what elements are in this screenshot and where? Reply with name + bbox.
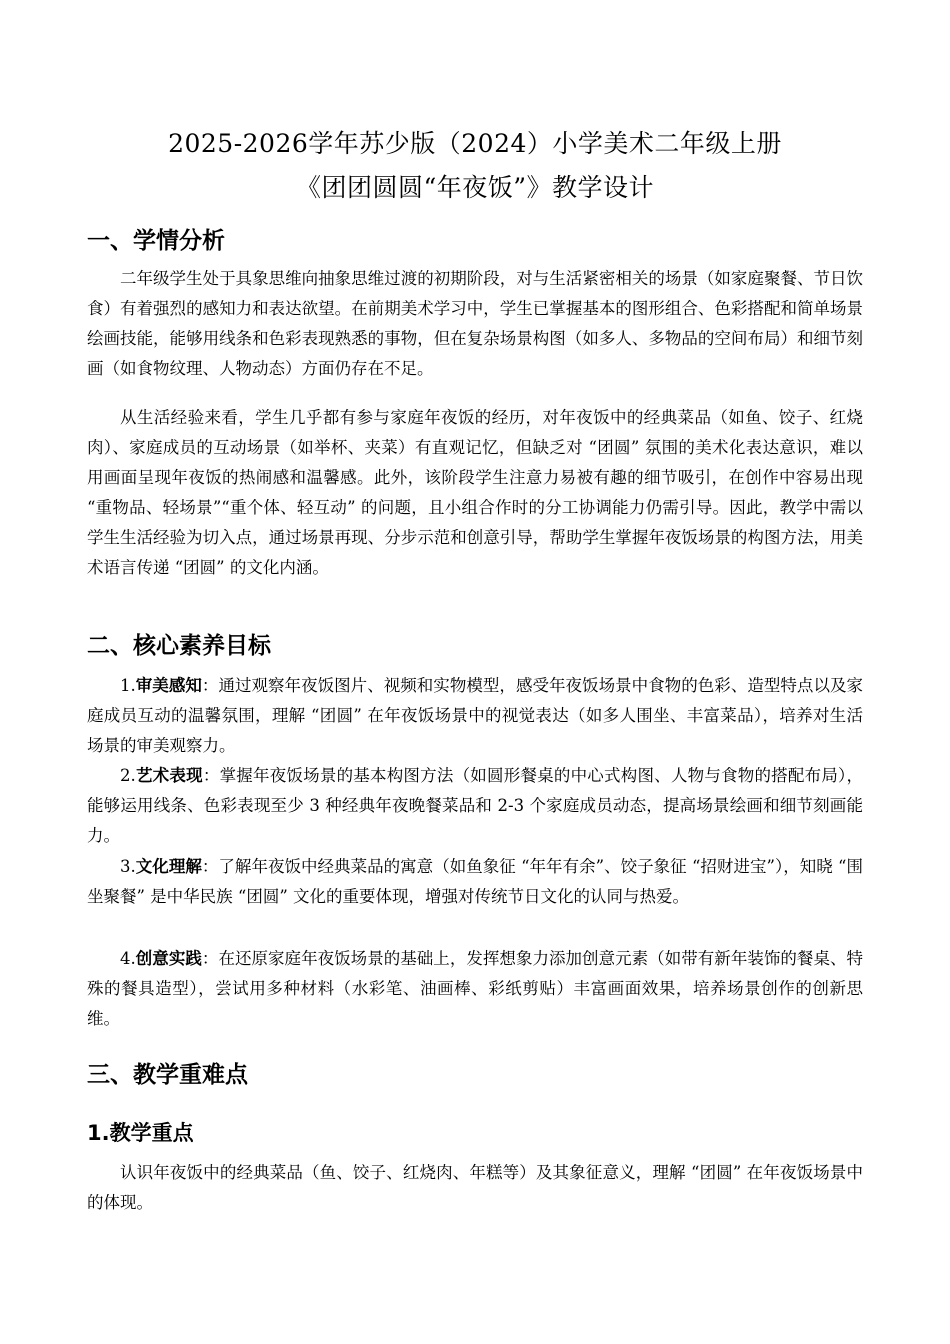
goal-item-label: 艺术表现 bbox=[135, 766, 203, 785]
goal-item-4 bbox=[87, 944, 863, 1034]
learning-analysis-paragraph-1: 二年级学生处于具象思维向抽象思维过渡的初期阶段，对与生活紧密相关的场景（如家庭聚餐、节日饮食）有着强烈的感知力和表达欲望。在前期美术学习中，学生已掌握基本的图形组合、色彩搭配和简单场景绘画技能，能够用线条和色彩表现熟悉的事物，但在复杂场景构图（如多人、多物品的空间布局）和细节刻画（如食物纹理、人物动态）方面仍存在不足。 bbox=[87, 269, 863, 378]
goal-item-separator: ： bbox=[201, 676, 219, 695]
goal-item-label: 文化理解 bbox=[135, 857, 202, 876]
goal-item-number: 4. bbox=[120, 949, 136, 968]
goal-item-separator: ： bbox=[201, 949, 219, 968]
goal-item-label: 审美感知 bbox=[135, 676, 202, 695]
goal-item-separator: ： bbox=[202, 766, 220, 785]
goal-item-number: 3. bbox=[120, 857, 136, 876]
goal-item-number: 1. bbox=[120, 676, 136, 695]
learning-analysis-paragraph-2: 从生活经验来看，学生几乎都有参与家庭年夜饭的经历，对年夜饭中的经典菜品（如鱼、饺子、红烧肉）、家庭成员的互动场景（如举杯、夹菜）有直观记忆，但缺乏对 “团圆” 氛围的美术化表达意识，难以用画面呈现年夜饭的热闹感和温馨感。此外，该阶段学生注意力易被有趣的细节吸引，在创作中容易出现 “重物品、轻场景”“重个体、轻互动” 的问题，且小组合作时的分工协调能力仍需引导。因此，教学中需以学生生活经验为切入点，通过场景再现、分步示范和创意引导，帮助学生掌握年夜饭场景的构图方法，用美术语言传递 “团圆” 的文化内涵。 bbox=[87, 408, 863, 577]
goal-item-text: 在还原家庭年夜饭场景的基础上，发挥想象力添加创意元素（如带有新年装饰的餐桌、特殊的餐具造型），尝试用多种材料（水彩笔、油画棒、彩纸剪贴）丰富画面效果，培养场景创作的创新思维。 bbox=[87, 949, 864, 1028]
document-title-line-2: 《团团圆圆“年夜饭”》教学设计 bbox=[295, 173, 655, 202]
section-heading-key-points: 三、教学重难点 bbox=[87, 1062, 248, 1088]
section-heading-learning-analysis: 一、学情分析 bbox=[87, 228, 225, 254]
goal-item-1 bbox=[87, 671, 863, 761]
document-title-line-1: 2025-2026学年苏少版（2024）小学美术二年级上册 bbox=[168, 129, 782, 158]
goal-item-label: 创意实践 bbox=[135, 949, 202, 968]
subsection-heading-teaching-focus: 1.教学重点 bbox=[87, 1121, 194, 1145]
goal-item-text: 通过观察年夜饭图片、视频和实物模型，感受年夜饭场景中食物的色彩、造型特点以及家庭成员互动的温馨氛围，理解 “团圆” 在年夜饭场景中的视觉表达（如多人围坐、丰富菜品），培养对生活场景的审美观察力。 bbox=[87, 676, 864, 755]
goal-item-3 bbox=[87, 852, 863, 912]
section-heading-core-goals: 二、核心素养目标 bbox=[87, 633, 271, 659]
teaching-focus-paragraph: 认识年夜饭中的经典菜品（鱼、饺子、红烧肉、年糕等）及其象征意义，理解 “团圆” 在年夜饭场景中的体现。 bbox=[87, 1163, 863, 1212]
goal-item-2 bbox=[87, 761, 863, 851]
goal-item-text: 了解年夜饭中经典菜品的寓意（如鱼象征 “年年有余”、饺子象征 “招财进宝”），知晓 “围坐聚餐” 是中华民族 “团圆” 文化的重要体现，增强对传统节日文化的认同与热爱。 bbox=[87, 857, 864, 906]
goal-item-text: 掌握年夜饭场景的基本构图方法（如圆形餐桌的中心式构图、人物与食物的搭配布局），能够运用线条、色彩表现至少 3 种经典年夜晚餐菜品和 2-3 个家庭成员动态，提高场景绘画和细节刻画能力。 bbox=[87, 766, 864, 845]
goal-item-number: 2. bbox=[120, 766, 136, 785]
goal-item-separator: ： bbox=[201, 857, 219, 876]
